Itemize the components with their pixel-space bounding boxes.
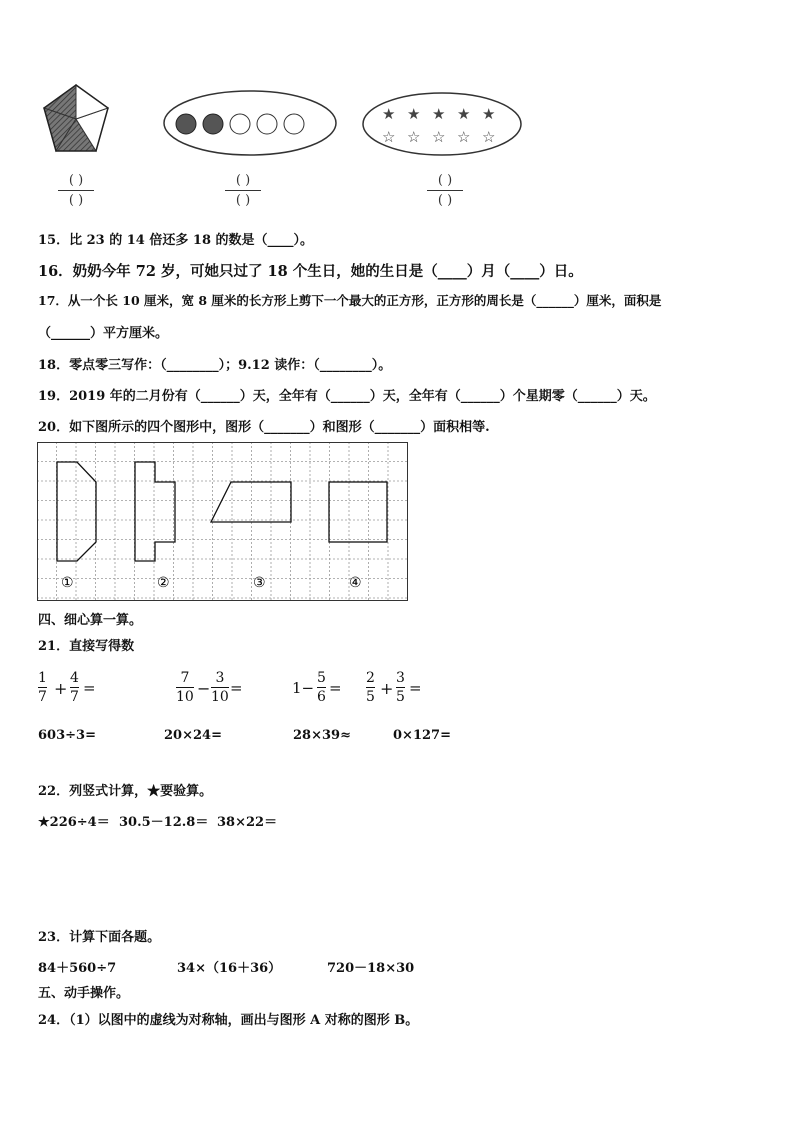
circle-empty — [230, 114, 250, 134]
operator: + — [54, 679, 68, 698]
equals: = — [230, 679, 243, 697]
shape-1 — [57, 462, 96, 561]
question-17-line1: 17．从一个长 10 厘米，宽 8 厘米的长方形上剪下一个最大的正方形，正方形的周长是（______）厘米，面积是 — [38, 293, 662, 308]
denominator: 10 — [211, 689, 229, 705]
equals: = — [83, 679, 96, 697]
equals: = — [409, 679, 422, 697]
shape-label-4: ④ — [349, 575, 362, 591]
shape-label-2: ② — [157, 575, 170, 591]
answer-fraction-1[interactable] — [58, 173, 94, 208]
question-18: 18．零点零三写作：（________）；9.12 读作：（________）。 — [38, 358, 392, 373]
fraction-top-blank: ( ) — [437, 173, 453, 188]
fraction-bottom-blank: ( ) — [235, 193, 251, 208]
question-23-title: 23．计算下面各题。 — [38, 930, 161, 945]
star-filled: ★ — [407, 105, 421, 123]
denominator: 5 — [396, 689, 405, 705]
numerator: 7 — [180, 670, 190, 686]
numerator: 1 — [38, 670, 47, 686]
equals: = — [329, 679, 342, 697]
star-empty: ☆ — [432, 128, 446, 146]
denominator: 10 — [176, 689, 194, 705]
vertical-calc-item: 30.5－12.8＝ — [119, 815, 209, 830]
answer-fraction-2[interactable] — [225, 173, 261, 208]
circles-figure — [163, 90, 343, 160]
star-empty: ☆ — [382, 128, 396, 146]
question-22-title: 22．列竖式计算，★要验算。 — [38, 784, 213, 799]
compute-item: 720－18×30 — [327, 961, 415, 976]
calc-item: 28×39≈ — [293, 728, 351, 743]
fraction-bottom-blank: ( ) — [437, 193, 453, 208]
circle-filled — [203, 114, 223, 134]
shape-label-3: ③ — [253, 575, 266, 591]
calc-item: 20×24= — [164, 728, 222, 743]
section-4-title: 四、细心算一算。 — [38, 613, 143, 628]
numerator: 3 — [396, 670, 405, 686]
star-filled: ★ — [482, 105, 496, 123]
compute-item: 84＋560÷7 — [38, 961, 117, 976]
shape-2 — [135, 462, 175, 561]
circle-empty — [284, 114, 304, 134]
numerator: 5 — [317, 670, 326, 686]
vertical-calc-item: 38×22＝ — [217, 815, 278, 830]
section-5-title: 五、动手操作。 — [38, 986, 130, 1001]
grid-figure — [37, 442, 409, 602]
question-16: 16．奶奶今年 72 岁，可她只过了 18 个生日，她的生日是（____）月（____）日。 — [38, 263, 583, 280]
circle-empty — [257, 114, 277, 134]
denominator: 6 — [317, 689, 326, 705]
question-19: 19．2019 年的二月份有（______）天，全年有（______）天，全年有（______）个星期零（______）天。 — [38, 389, 656, 404]
shape-label-1: ① — [61, 575, 74, 591]
question-21-title: 21．直接写得数 — [38, 639, 135, 654]
fraction-top-blank: ( ) — [68, 173, 84, 188]
star-filled: ★ — [432, 105, 446, 123]
circle-filled — [176, 114, 196, 134]
star-empty: ☆ — [457, 128, 471, 146]
answer-fraction-3[interactable] — [427, 173, 463, 208]
fraction-bottom-blank: ( ) — [68, 193, 84, 208]
denominator: 7 — [70, 689, 79, 705]
shape-4 — [329, 482, 387, 542]
star-empty: ☆ — [407, 128, 421, 146]
question-17-line2: （______）平方厘米。 — [38, 326, 169, 341]
fraction-top-blank: ( ) — [235, 173, 251, 188]
star-filled: ★ — [457, 105, 471, 123]
compute-item: 34×（16＋36） — [177, 961, 282, 976]
calc-item: 603÷3= — [38, 728, 96, 743]
vertical-calc-item: ★226÷4＝ — [38, 815, 110, 830]
stars-figure — [362, 92, 532, 162]
star-filled: ★ — [382, 105, 396, 123]
question-24: 24．（1）以图中的虚线为对称轴，画出与图形 A 对称的图形 B。 — [38, 1013, 419, 1028]
star-empty: ☆ — [482, 128, 496, 146]
operator: − — [197, 679, 211, 698]
pentagon-figure — [40, 83, 120, 153]
question-20: 20．如下图所示的四个图形中，图形（_______）和图形（_______）面积相等. — [38, 420, 490, 435]
calc-item: 0×127= — [393, 728, 451, 743]
shape-3 — [211, 482, 291, 522]
question-15: 15．比 23 的 14 倍还多 18 的数是（____）。 — [38, 233, 314, 248]
numerator: 4 — [70, 670, 79, 686]
denominator: 7 — [38, 689, 47, 705]
numerator: 2 — [366, 670, 375, 686]
lead-term: 1− — [292, 679, 315, 697]
denominator: 5 — [366, 689, 375, 705]
numerator: 3 — [215, 670, 225, 686]
operator: + — [380, 679, 394, 698]
